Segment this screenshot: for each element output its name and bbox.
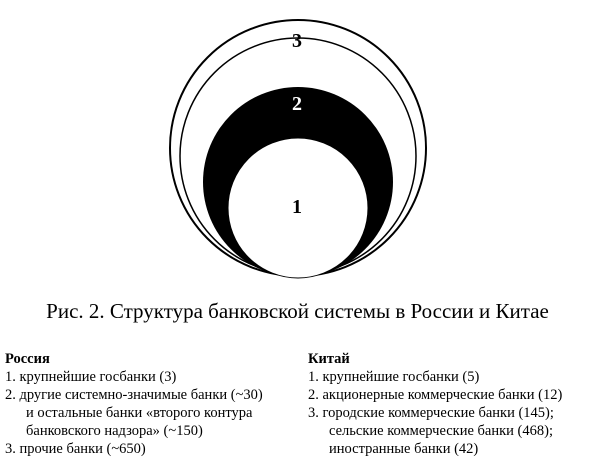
russia-list bbox=[5, 368, 295, 458]
list-item: банковского надзора» (~150) bbox=[26, 423, 203, 439]
list-item: сельские коммерческие банки (468); bbox=[329, 423, 553, 439]
label-level-3: 3 bbox=[292, 30, 302, 52]
list-item: 3. прочие банки (~650) bbox=[5, 441, 146, 457]
list-item: иностранные банки (42) bbox=[329, 441, 479, 457]
list-item: 2. другие системно-значимые банки (~30) bbox=[5, 387, 263, 403]
list-item: 1. крупнейшие госбанки (3) bbox=[5, 369, 177, 385]
figure-caption: Рис. 2. Структура банковской системы в России и Китае bbox=[46, 299, 549, 323]
china-heading: Китай bbox=[308, 351, 350, 367]
china-list bbox=[308, 368, 593, 458]
china-column bbox=[308, 350, 593, 458]
label-level-2: 2 bbox=[292, 93, 302, 115]
list-item: 3. городские коммерческие банки (145); bbox=[308, 405, 554, 421]
list-item: и остальные банки «второго контура bbox=[26, 405, 253, 421]
label-level-1: 1 bbox=[292, 196, 302, 218]
list-item: 1. крупнейшие госбанки (5) bbox=[308, 369, 480, 385]
list-item: 2. акционерные коммерческие банки (12) bbox=[308, 387, 563, 403]
russia-heading: Россия bbox=[5, 351, 50, 367]
russia-column bbox=[5, 350, 295, 458]
